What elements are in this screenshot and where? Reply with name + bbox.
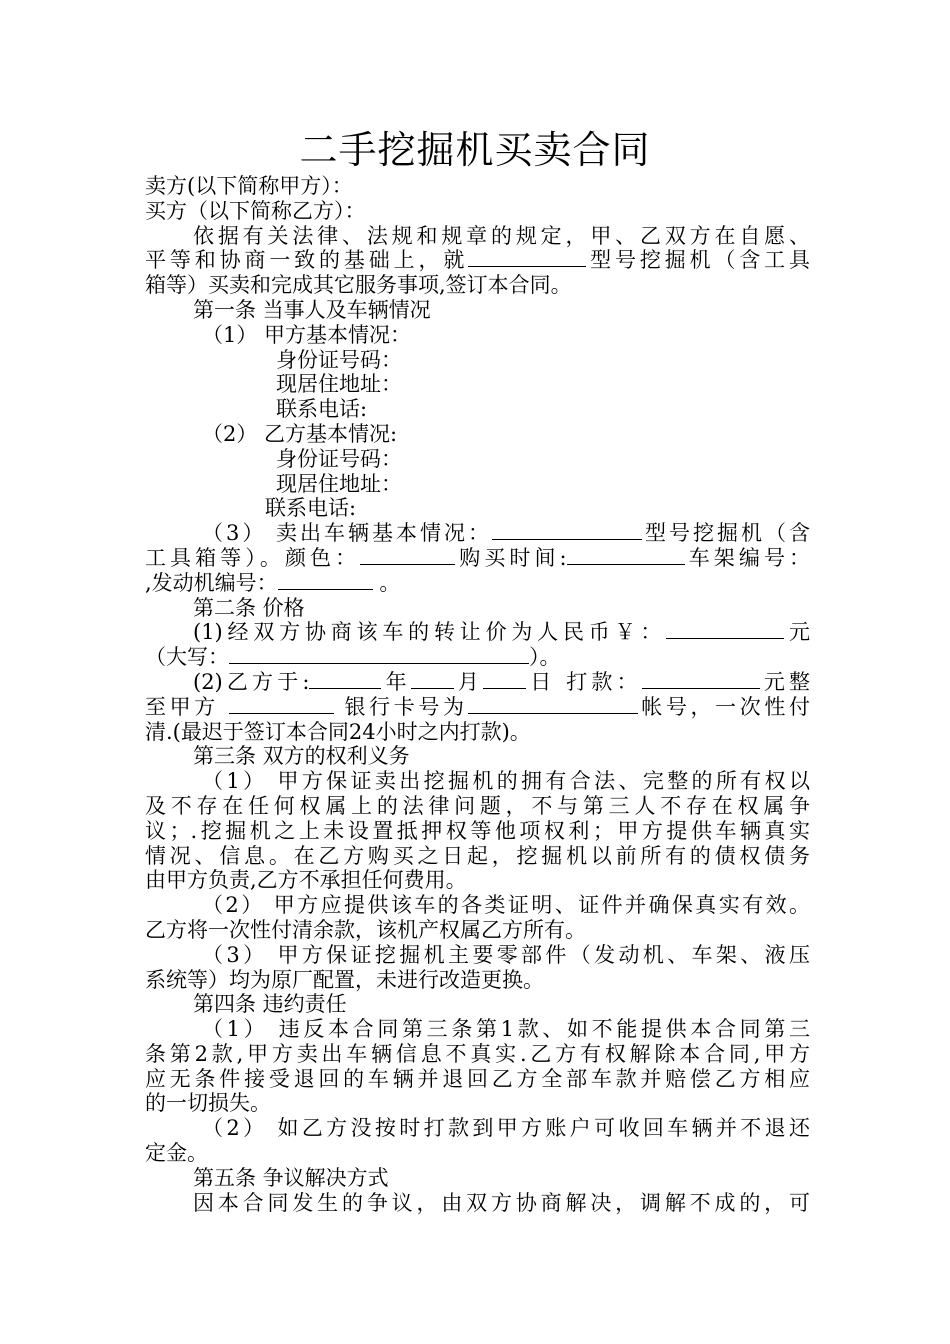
fill-in-blank — [411, 670, 454, 689]
text-run: 型号挖掘机（含工具 — [586, 248, 811, 273]
text-line — [145, 1191, 810, 1216]
text-run: （2） 甲方应提供该车的各类证明、证件并确保真实有效。 — [202, 893, 810, 918]
fill-in-blank — [492, 521, 642, 540]
text-run: 现居住地址： — [276, 471, 402, 496]
text-line — [145, 620, 810, 645]
fill-in-blank — [229, 645, 529, 664]
text-line — [145, 323, 810, 348]
fill-in-blank — [642, 670, 760, 689]
text-run: 第四条 违约责任 — [193, 992, 347, 1017]
text-line — [145, 769, 810, 794]
text-run: (1)经双方协商该车的转让价为人民币￥： — [193, 620, 667, 645]
text-run: （1） 甲方保证卖出挖掘机的拥有合法、完整的所有权以 — [202, 769, 810, 794]
text-run: 日 打款： — [526, 669, 642, 694]
text-line — [145, 174, 810, 199]
text-line — [145, 943, 810, 968]
text-line — [145, 521, 810, 546]
text-line — [145, 1042, 810, 1067]
fill-in-blank — [468, 248, 586, 267]
text-line — [145, 918, 810, 943]
text-run: 因本合同发生的争议，由双方协商解决，调解不成的，可 — [193, 1190, 810, 1215]
text-run: ,发动机编号： — [145, 570, 278, 595]
text-line — [145, 794, 810, 819]
text-run: （大写： — [145, 645, 229, 670]
fill-in-blank — [468, 695, 638, 714]
text-line — [145, 224, 810, 249]
text-run: 银行卡号为 — [334, 694, 468, 719]
text-line — [145, 1017, 810, 1042]
text-line — [145, 670, 810, 695]
text-run: 年 — [381, 669, 411, 694]
text-run: 元 — [784, 620, 811, 645]
text-run: 应无条件接受退回的车辆并退回乙方全部车款并赔偿乙方相应 — [145, 1066, 810, 1091]
text-line — [145, 968, 810, 993]
text-run: 第三条 双方的权利义务 — [193, 744, 410, 769]
text-run: 买方（以下简称乙方）： — [145, 198, 366, 223]
text-run: 条第2款,甲方卖出车辆信息不真实.乙方有权解除本合同,甲方 — [145, 1041, 810, 1066]
text-run: 联系电话: — [265, 496, 357, 521]
text-run: （1） 甲方基本情况： — [202, 322, 412, 347]
text-run: 情况、信息。在乙方购买之日起，挖掘机以前所有的债权债务 — [145, 843, 810, 868]
text-line — [145, 496, 810, 521]
text-run: 车架编号： — [684, 545, 811, 570]
text-line — [145, 397, 810, 422]
text-run: 身份证号码： — [276, 446, 402, 471]
text-line — [145, 447, 810, 472]
fill-in-blank — [278, 571, 373, 590]
text-run: （1） 违反本合同第三条第1款、如不能提供本合同第三 — [202, 1017, 810, 1042]
text-line — [145, 199, 810, 224]
fill-in-blank — [309, 670, 381, 689]
text-line — [145, 744, 810, 769]
text-run: 议；.挖掘机之上未设置抵押权等他项权利；甲方提供车辆真实 — [145, 818, 810, 843]
text-line — [145, 273, 810, 298]
text-run: ）。 — [529, 645, 561, 670]
text-run: 乙方将一次性付清余款，该机产权属乙方所有。 — [145, 917, 586, 942]
text-run: 月 — [453, 669, 484, 694]
text-run: 及不存在任何权属上的法律问题，不与第三人不存在权属争 — [145, 793, 810, 818]
contract-body — [145, 174, 810, 1215]
text-line — [145, 571, 810, 596]
text-run: 平等和协商一致的基础上，就 — [145, 248, 469, 273]
fill-in-blank — [360, 546, 455, 565]
text-line — [145, 1091, 810, 1116]
text-run: 现居住地址： — [276, 372, 402, 397]
text-run: 元整 — [759, 669, 810, 694]
text-line — [145, 248, 810, 273]
text-run: 至甲方 — [145, 694, 230, 719]
text-line — [145, 1067, 810, 1092]
text-run: 卖方(以下简称甲方）： — [145, 174, 353, 198]
text-line — [145, 298, 810, 323]
text-line — [145, 472, 810, 497]
fill-in-blank — [229, 695, 334, 714]
text-line — [145, 695, 810, 720]
text-run: 工具箱等）。颜色： — [145, 545, 361, 570]
text-line — [145, 1116, 810, 1141]
fill-in-blank — [567, 546, 685, 565]
text-line — [145, 1166, 810, 1191]
text-line — [145, 992, 810, 1017]
text-line — [145, 844, 810, 869]
text-line — [145, 893, 810, 918]
text-line — [145, 720, 810, 745]
fill-in-blank — [666, 620, 784, 639]
text-line — [145, 645, 810, 670]
text-run: 身份证号码： — [276, 347, 402, 372]
text-run: （2） 如乙方没按时打款到甲方账户可收回车辆并不退还 — [202, 1116, 810, 1141]
text-run: 第五条 争议解决方式 — [193, 1165, 389, 1190]
text-line — [145, 868, 810, 893]
text-run: 清.(最迟于签订本合同24小时之内打款)。 — [145, 719, 531, 744]
text-run: 箱等）买卖和完成其它服务事项,签订本合同。 — [145, 273, 572, 298]
text-line — [145, 348, 810, 373]
text-line — [145, 819, 810, 844]
text-run: 帐号，一次性付 — [637, 694, 810, 719]
text-run: 由甲方负责,乙方不承担任何费用。 — [145, 868, 467, 893]
text-line — [145, 596, 810, 621]
text-run: 系统等）均为原厂配置，未进行改造更换。 — [145, 967, 544, 992]
text-run: 的一切损失。 — [145, 1091, 271, 1116]
text-run: 依据有关法律、法规和规章的规定，甲、乙双方在自愿、 — [193, 223, 810, 248]
text-run: 型号挖掘机（含 — [642, 521, 810, 546]
fill-in-blank — [483, 670, 526, 689]
text-run: （2） 乙方基本情况: — [202, 421, 398, 446]
text-run: (2)乙方于: — [193, 669, 310, 694]
text-run: 。 — [372, 570, 401, 595]
text-run: （3） 甲方保证挖掘机主要零部件（发动机、车架、液压 — [202, 942, 810, 967]
text-line — [145, 546, 810, 571]
text-run: （3） 卖出车辆基本情况： — [202, 521, 493, 546]
text-run: 第一条 当事人及车辆情况 — [193, 297, 431, 322]
text-run: 第二条 价格 — [193, 595, 305, 620]
contract-title: 二手挖掘机买卖合同 — [299, 128, 651, 172]
text-run: 定金。 — [145, 1141, 208, 1166]
text-line — [145, 372, 810, 397]
text-line — [145, 1141, 810, 1166]
text-run: 联系电话: — [276, 397, 368, 422]
text-line — [145, 422, 810, 447]
text-run: 购买时间: — [455, 545, 567, 570]
